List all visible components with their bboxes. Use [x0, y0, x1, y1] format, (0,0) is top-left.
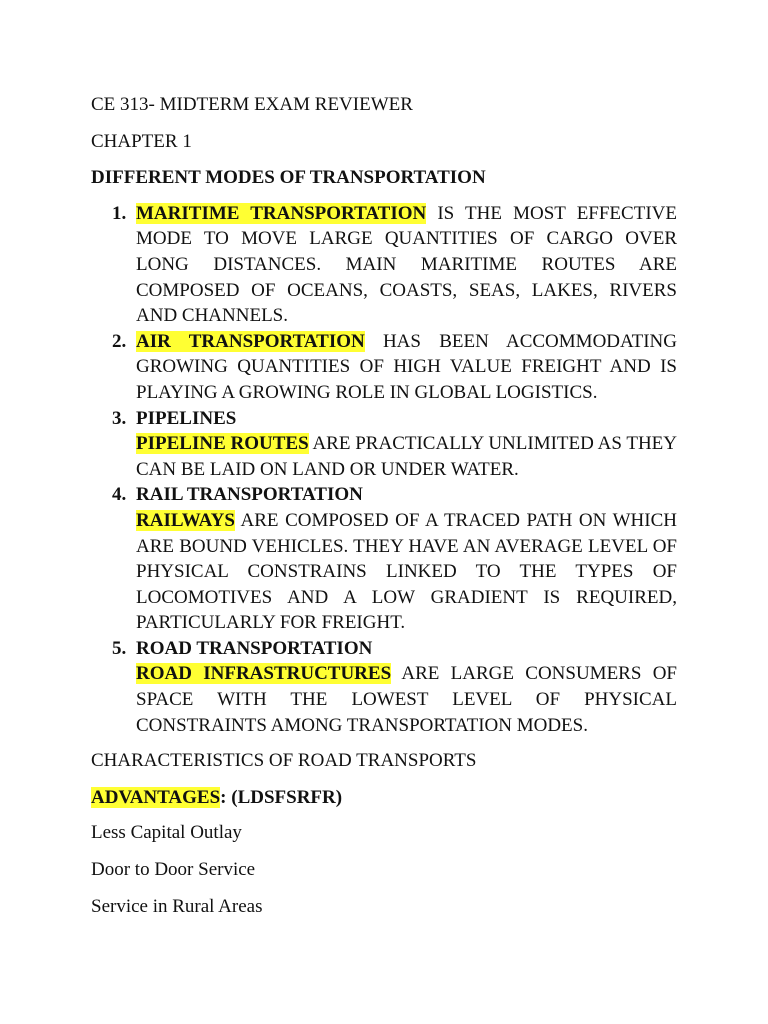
list-number: 1. — [112, 202, 127, 224]
item-description: HAS BEEN ACCOMMODATING GROWING QUANTITIES OF HIGH VALUE FREIGHT AND IS PLAYING A GROWING ROLE IN GLOBAL LOGISTICS. — [136, 330, 677, 403]
item-description: IS THE MOST EFFECTIVE MODE TO MOVE LARGE QUANTITIES OF CARGO OVER LONG DISTANCES. MAIN MARITIME ROUTES ARE COMPOSED OF OCEANS, COASTS, SEAS, LAKES, RIVERS AND CHANNELS. — [136, 202, 677, 327]
item-description: ARE LARGE CONSUMERS OF SPACE WITH THE LOWEST LEVEL OF PHYSICAL CONSTRAINTS AMONG TRANSPORTATION MODES. — [136, 663, 677, 736]
highlighted-term: ROAD INFRASTRUCTURES — [136, 663, 392, 685]
list-item — [91, 406, 677, 483]
highlighted-term: MARITIME TRANSPORTATION — [136, 202, 427, 224]
list-number: 2. — [112, 330, 127, 352]
list-item — [91, 201, 677, 329]
item-heading: ROAD TRANSPORTATION — [136, 637, 373, 659]
highlighted-term: RAILWAYS — [136, 509, 235, 531]
chapter-label: CHAPTER 1 — [91, 130, 192, 152]
list-item-text — [136, 201, 677, 329]
list-item — [91, 636, 677, 738]
advantage-item: Service in Rural Areas — [91, 895, 263, 917]
list-item — [91, 482, 677, 636]
item-description: ARE PRACTICALLY UNLIMITED AS THEY CAN BE LAID ON LAND OR UNDER WATER. — [136, 433, 678, 480]
modes-list — [91, 201, 677, 738]
characteristics-heading: CHARACTERISTICS OF ROAD TRANSPORTS — [91, 750, 477, 772]
highlighted-term: PIPELINE ROUTES — [136, 433, 309, 455]
item-description: ARE COMPOSED OF A TRACED PATH ON WHICH ARE BOUND VEHICLES. THEY HAVE AN AVERAGE LEVEL OF PHYSICAL CONSTRAINS LINKED TO THE TYPES OF LOCOMOTIVES AND A LOW GRADIENT IS REQUIRED, PARTICULARLY FOR FREIGHT. — [136, 509, 677, 634]
list-item-text — [136, 329, 677, 406]
list-item — [91, 329, 677, 406]
advantages-suffix: : (LDSFSRFR) — [220, 786, 343, 808]
section-heading: DIFFERENT MODES OF TRANSPORTATION — [91, 167, 486, 189]
list-item-text — [136, 508, 677, 636]
list-item-text — [136, 431, 677, 482]
advantage-item: Less Capital Outlay — [91, 822, 242, 844]
item-heading: RAIL TRANSPORTATION — [136, 484, 363, 506]
list-number: 5. — [112, 637, 127, 659]
highlighted-term: AIR TRANSPORTATION — [136, 330, 365, 352]
advantages-label: ADVANTAGES — [91, 786, 221, 808]
document-title: CE 313- MIDTERM EXAM REVIEWER — [91, 94, 413, 115]
list-item-text — [136, 661, 677, 738]
advantage-item: Door to Door Service — [91, 859, 256, 881]
list-number: 3. — [112, 407, 127, 429]
item-heading: PIPELINES — [136, 407, 237, 429]
advantages-heading — [91, 785, 677, 811]
list-number: 4. — [112, 484, 127, 506]
